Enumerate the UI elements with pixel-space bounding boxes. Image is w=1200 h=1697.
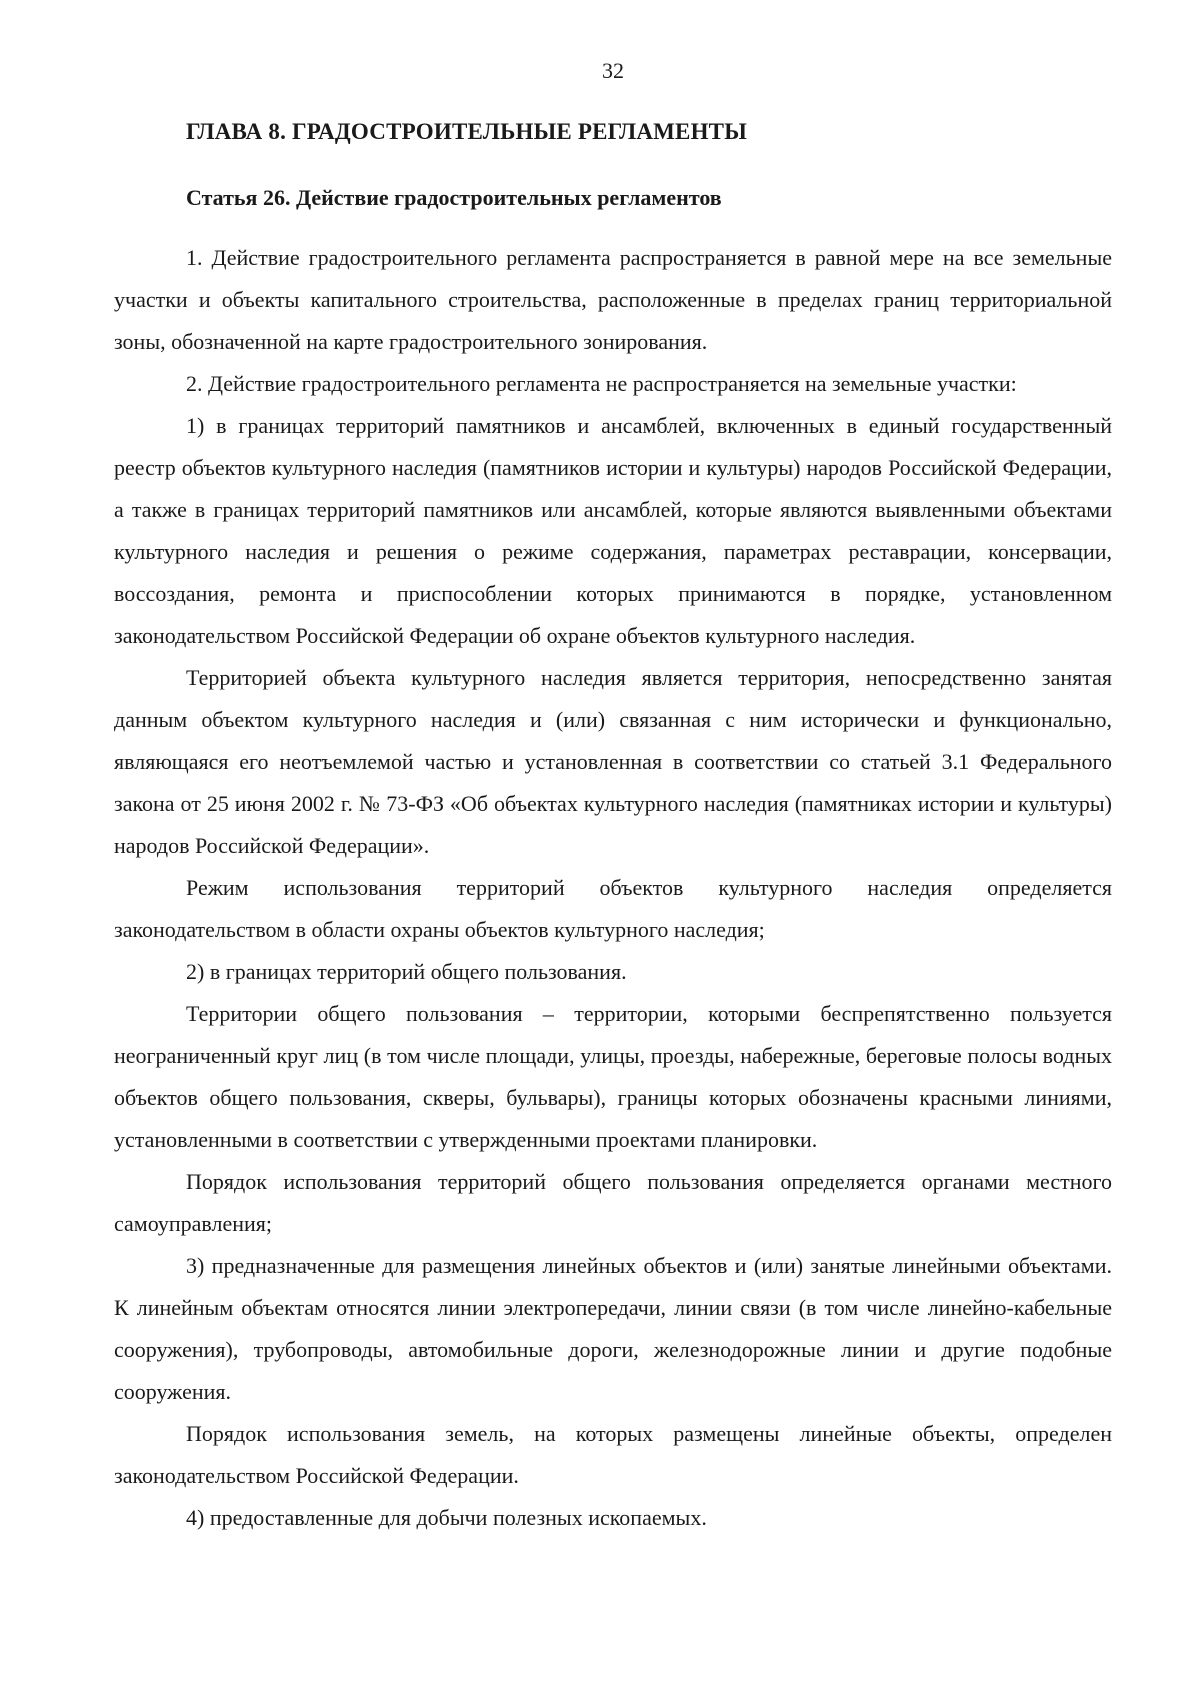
paragraph-11: 4) предоставленные для добычи полезных ископаемых. <box>186 1505 707 1530</box>
paragraph-8: Порядок использования территорий общего пользования определяется органами местного самоуправления; <box>114 1169 1112 1236</box>
article-title: Статья 26. Действие градостроительных регламентов <box>186 185 722 210</box>
paragraph-5: Режим использования территорий объектов культурного наследия определяется законодательством в области охраны объектов культурного наследия; <box>114 875 1112 942</box>
paragraph-10: Порядок использования земель, на которых размещены линейные объекты, определен законодательством Российской Федерации. <box>114 1421 1112 1488</box>
paragraph-2: 2. Действие градостроительного регламента не распространяется на земельные участки: <box>186 371 1017 396</box>
paragraph-1: 1. Действие градостроительного регламента распространяется в равной мере на все земельные участки и объекты капитального строительства, расположенные в пределах границ территориальной зоны, обозначенной на карте градостроительного зонирования. <box>114 245 1112 354</box>
chapter-title: ГЛАВА 8. ГРАДОСТРОИТЕЛЬНЫЕ РЕГЛАМЕНТЫ <box>186 119 748 144</box>
article-body <box>114 237 1112 1539</box>
paragraph-3: 1) в границах территорий памятников и ансамблей, включенных в единый государственный реестр объектов культурного наследия (памятников истории и культуры) народов Российской Федерации, а также в границах территорий памятников или ансамблей, которые являются выявленными объектами культурного наследия и решения о режиме содержания, параметрах реставрации, консервации, воссоздания, ремонта и приспособлении которых принимаются в порядке, установленном законодательством Российской Федерации об охране объектов культурного наследия. <box>114 413 1112 648</box>
paragraph-6: 2) в границах территорий общего пользования. <box>186 959 627 984</box>
paragraph-9: 3) предназначенные для размещения линейных объектов и (или) занятые линейными объектами. К линейным объектам относятся линии электропередачи, линии связи (в том числе линейно-кабельные сооружения), трубопроводы, автомобильные дороги, железнодорожные линии и другие подобные сооружения. <box>114 1253 1112 1404</box>
page-number: 32 <box>602 58 624 83</box>
paragraph-7: Территории общего пользования – территории, которыми беспрепятственно пользуется неограниченный круг лиц (в том числе площади, улицы, проезды, набережные, береговые полосы водных объектов общего пользования, скверы, бульвары), границы которых обозначены красными линиями, установленными в соответствии с утвержденными проектами планировки. <box>114 1001 1112 1152</box>
paragraph-4: Территорией объекта культурного наследия является территория, непосредственно занятая данным объектом культурного наследия и (или) связанная с ним исторически и функционально, являющаяся его неотъемлемой частью и установленная в соответствии со статьей 3.1 Федерального закона от 25 июня 2002 г. № 73-ФЗ «Об объектах культурного наследия (памятниках истории и культуры) народов Российской Федерации». <box>114 665 1112 858</box>
